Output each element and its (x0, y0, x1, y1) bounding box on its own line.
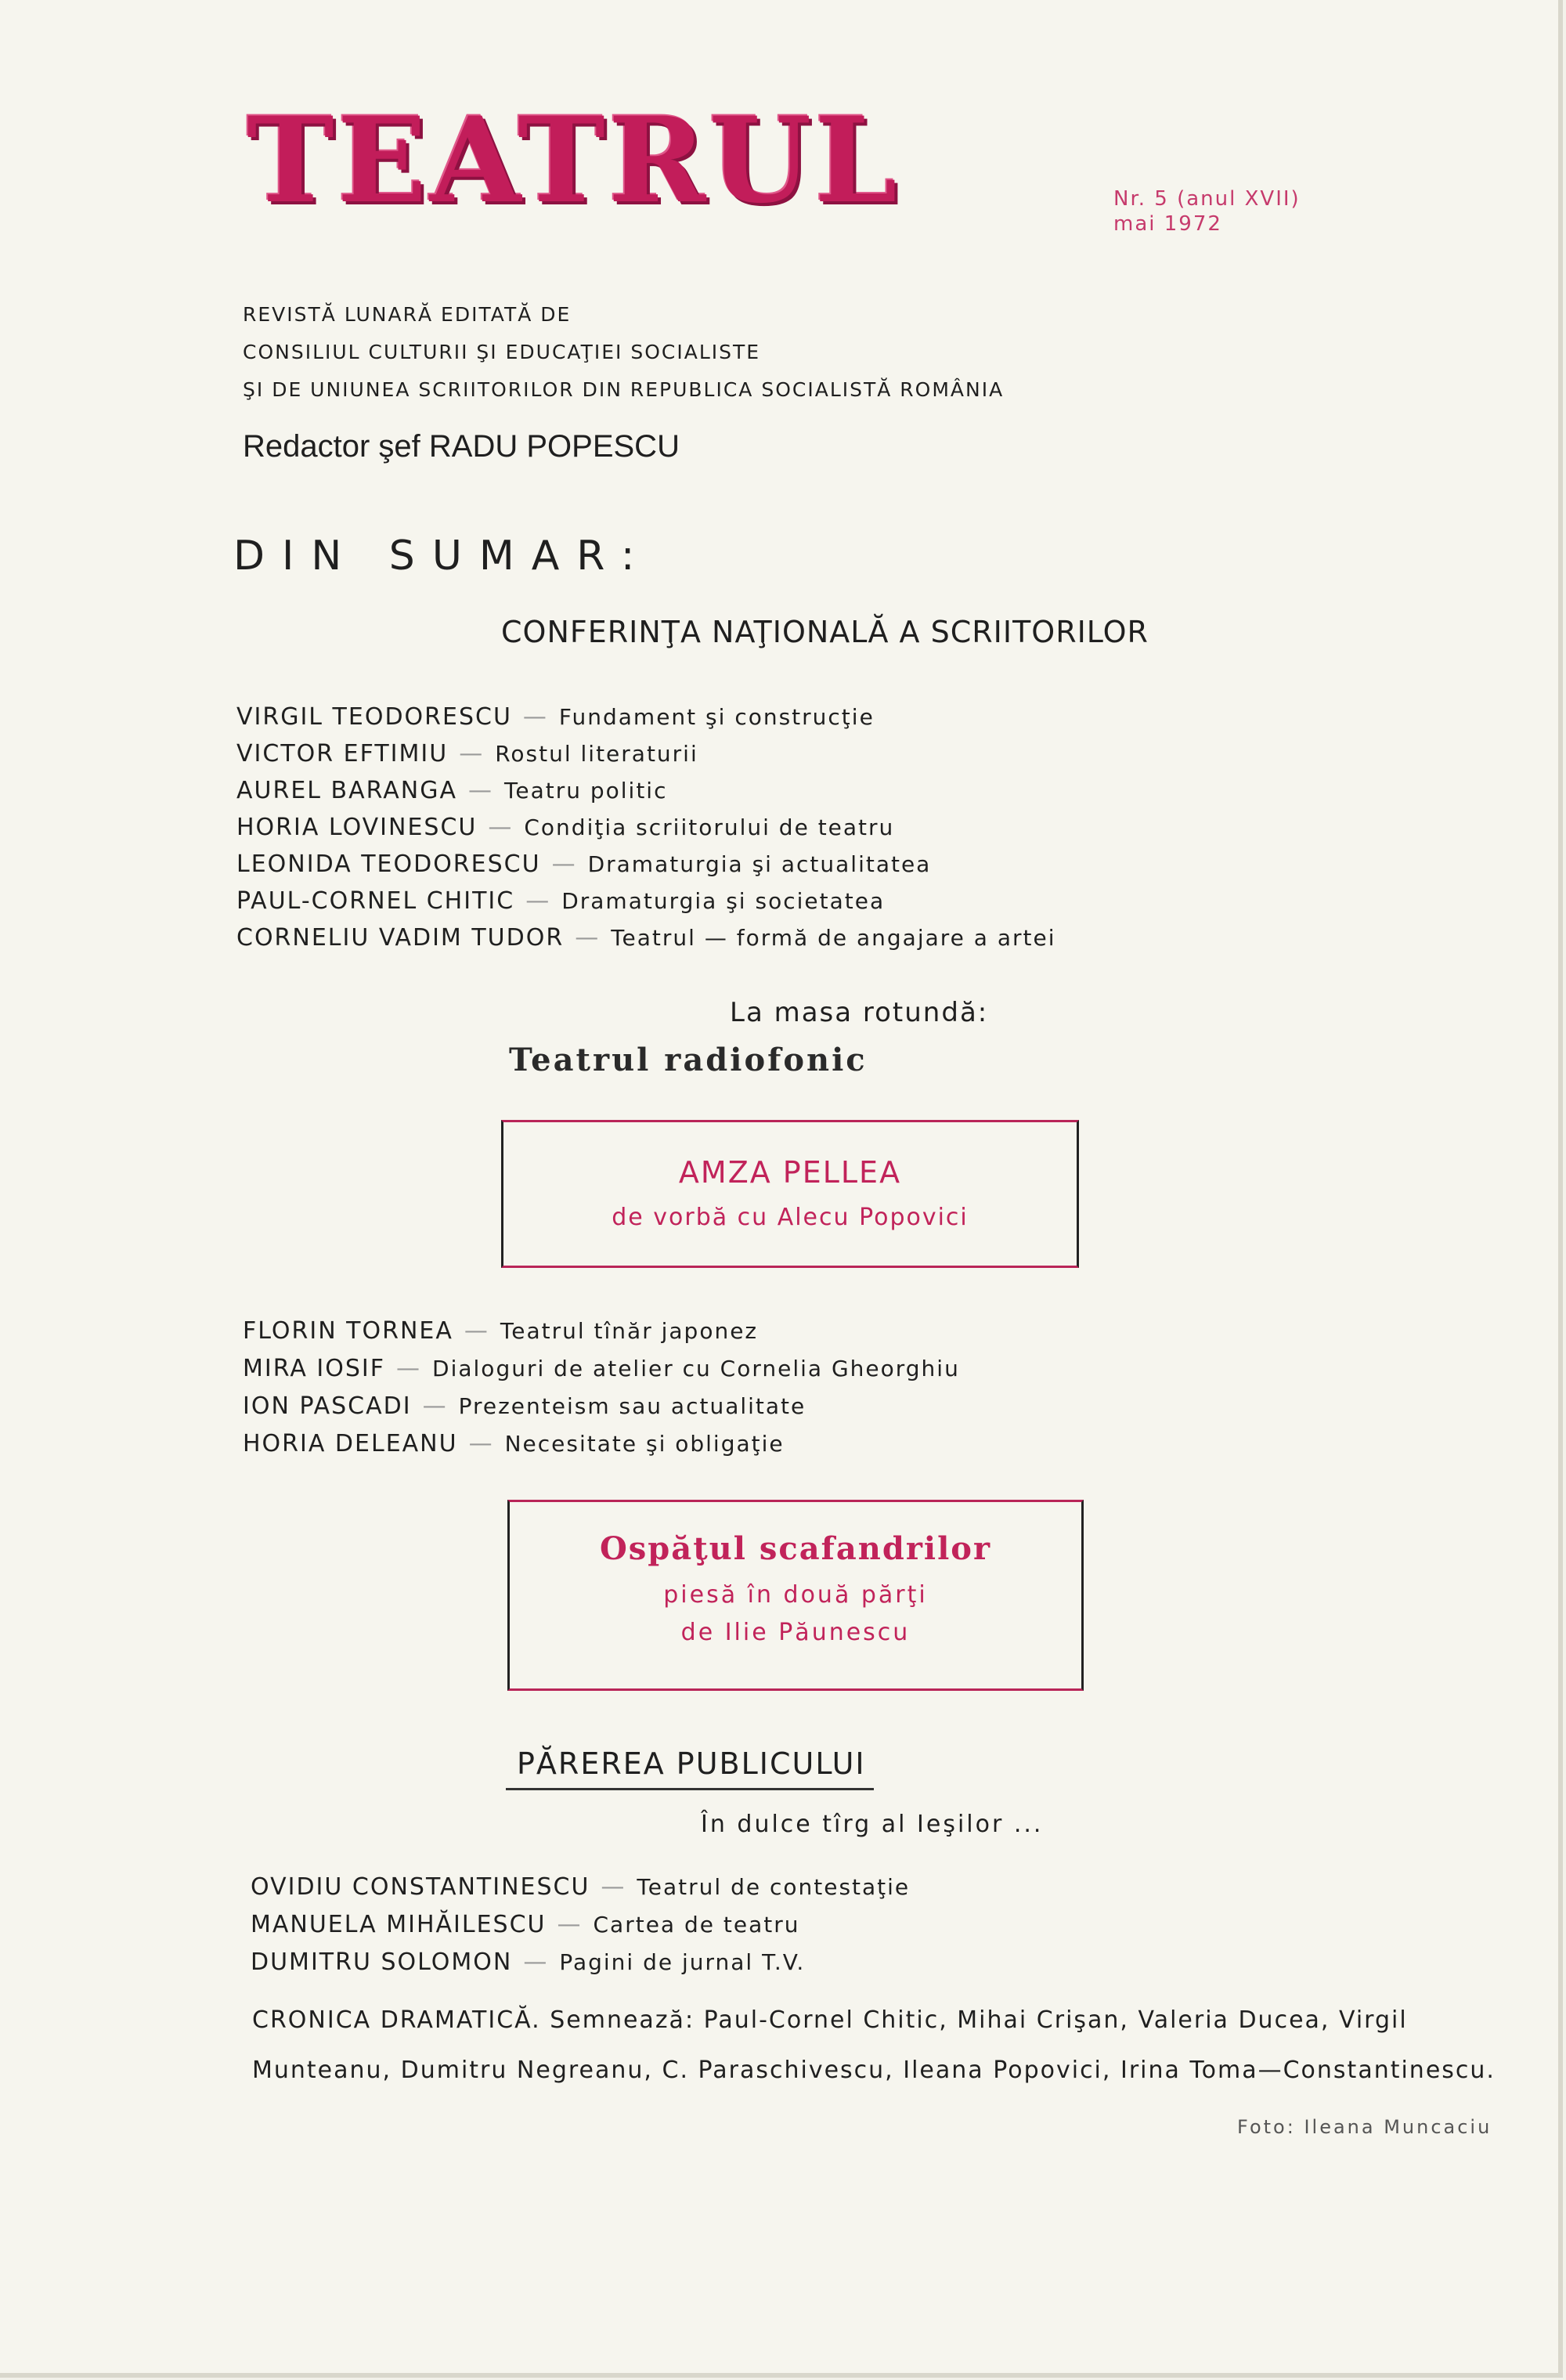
toc-entry (236, 777, 667, 804)
toc-author: VICTOR EFTIMIU (236, 740, 449, 767)
toc-author: ION PASCADI (243, 1392, 412, 1420)
play-subtitle: piesă în două părţi (663, 1581, 928, 1609)
toc-entry (236, 924, 1056, 952)
issue-number: Nr. 5 (anul XVII) (1113, 187, 1301, 211)
toc-title: Teatru politic (504, 778, 668, 804)
title-underline (506, 1788, 874, 1790)
toc-dash: — (464, 1317, 489, 1345)
photo-credit: Foto: Ileana Muncaciu (1237, 2116, 1492, 2138)
editor-in-chief: Redactor şef RADU POPESCU (243, 429, 680, 464)
toc-entry (236, 703, 875, 731)
toc-title: Dramaturgia şi societatea (561, 888, 886, 914)
toc-dash: — (488, 814, 514, 841)
interview-subtitle: de vorbă cu Alecu Popovici (612, 1204, 969, 1231)
toc-author: HORIA DELEANU (243, 1430, 458, 1457)
toc-dash: — (601, 1873, 626, 1901)
toc-author: CORNELIU VADIM TUDOR (236, 924, 565, 952)
toc-entry (251, 1873, 910, 1901)
toc-dash: — (459, 740, 485, 767)
play-box (507, 1500, 1084, 1691)
toc-title: Dialoguri de atelier cu Cornelia Gheorghiu (432, 1356, 960, 1381)
toc-dash: — (523, 1948, 549, 1976)
chronicle-contributors: Semnează: Paul-Cornel Chitic, Mihai Crişan, Valeria Ducea, Virgil Munteanu, Dumitru Negreanu, C. Paraschivescu, Ileana Popovici, Irina Toma—Constantinescu. (252, 2006, 1496, 2084)
toc-title: Teatrul — formă de angajare a artei (611, 925, 1056, 951)
toc-title: Fundament şi construcţie (558, 704, 875, 730)
toc-entry (243, 1317, 758, 1345)
toc-author: OVIDIU CONSTANTINESCU (251, 1873, 590, 1901)
toc-author: MANUELA MIHĂILESCU (251, 1911, 547, 1938)
publisher-line: CONSILIUL CULTURII ŞI EDUCAŢIEI SOCIALISTE (243, 341, 761, 363)
toc-title: Prezenteism sau actualitate (458, 1393, 806, 1419)
toc-dash: — (468, 1430, 494, 1457)
magazine-logo: TEATRUL (247, 92, 900, 229)
toc-title: Cartea de teatru (593, 1912, 800, 1938)
toc-title: Dramaturgia şi actualitatea (587, 851, 932, 877)
summary-heading: DIN SUMAR: (233, 533, 652, 580)
toc-entry (243, 1430, 785, 1457)
interview-box (501, 1120, 1079, 1268)
publisher-line: ŞI DE UNIUNEA SCRIITORILOR DIN REPUBLICA SOCIALISTĂ ROMÂNIA (243, 378, 1005, 401)
toc-entry (251, 1911, 799, 1938)
interview-title: AMZA PELLEA (678, 1155, 902, 1190)
publisher-line: REVISTĂ LUNARĂ EDITATĂ DE (243, 303, 572, 326)
chronicle-paragraph (252, 1995, 1536, 2096)
toc-author: PAUL-CORNEL CHITIC (236, 887, 515, 915)
toc-entry (236, 887, 885, 915)
toc-dash: — (396, 1355, 422, 1382)
toc-author: FLORIN TORNEA (243, 1317, 453, 1345)
toc-entry (236, 814, 894, 841)
toc-entry (236, 851, 931, 878)
issue-date: mai 1972 (1113, 212, 1222, 236)
toc-entry (243, 1355, 960, 1382)
public-opinion-title: PĂREREA PUBLICULUI (517, 1746, 866, 1781)
toc-entry (251, 1948, 805, 1976)
toc-title: Pagini de jurnal T.V. (559, 1949, 806, 1975)
toc-dash: — (551, 851, 577, 878)
toc-entry (243, 1392, 806, 1420)
toc-title: Rostul literaturii (495, 741, 698, 767)
chronicle-label: CRONICA DRAMATICĂ. (252, 2006, 541, 2034)
toc-author: LEONIDA TEODORESCU (236, 851, 541, 878)
play-title: Ospăţul scafandrilor (599, 1530, 992, 1567)
toc-author: MIRA IOSIF (243, 1355, 386, 1382)
toc-author: HORIA LOVINESCU (236, 814, 478, 841)
toc-title: Condiţia scriitorului de teatru (524, 814, 895, 840)
toc-dash: — (468, 777, 493, 804)
toc-dash: — (575, 924, 601, 952)
toc-title: Teatrul tînăr japonez (500, 1318, 759, 1344)
toc-dash: — (522, 703, 548, 731)
toc-title: Teatrul de contestaţie (637, 1874, 911, 1900)
toc-dash: — (422, 1392, 448, 1420)
toc-dash: — (557, 1911, 583, 1938)
toc-entry (236, 740, 698, 767)
toc-author: VIRGIL TEODORESCU (236, 703, 512, 731)
toc-title: Necesitate şi obligaţie (504, 1431, 785, 1457)
toc-dash: — (525, 887, 551, 915)
play-author: de Ilie Păunescu (680, 1619, 911, 1646)
conference-title: CONFERINŢA NAŢIONALĂ A SCRIITORILOR (501, 615, 1149, 649)
round-table-label: La masa rotundă: (730, 997, 989, 1028)
toc-author: DUMITRU SOLOMON (251, 1948, 513, 1976)
round-table-title: Teatrul radiofonic (509, 1042, 868, 1078)
issue-info (1113, 186, 1301, 237)
publisher-block (243, 296, 1004, 409)
toc-author: AUREL BARANGA (236, 777, 457, 804)
public-opinion-subtitle: În dulce tîrg al Ieşilor ... (701, 1811, 1044, 1838)
